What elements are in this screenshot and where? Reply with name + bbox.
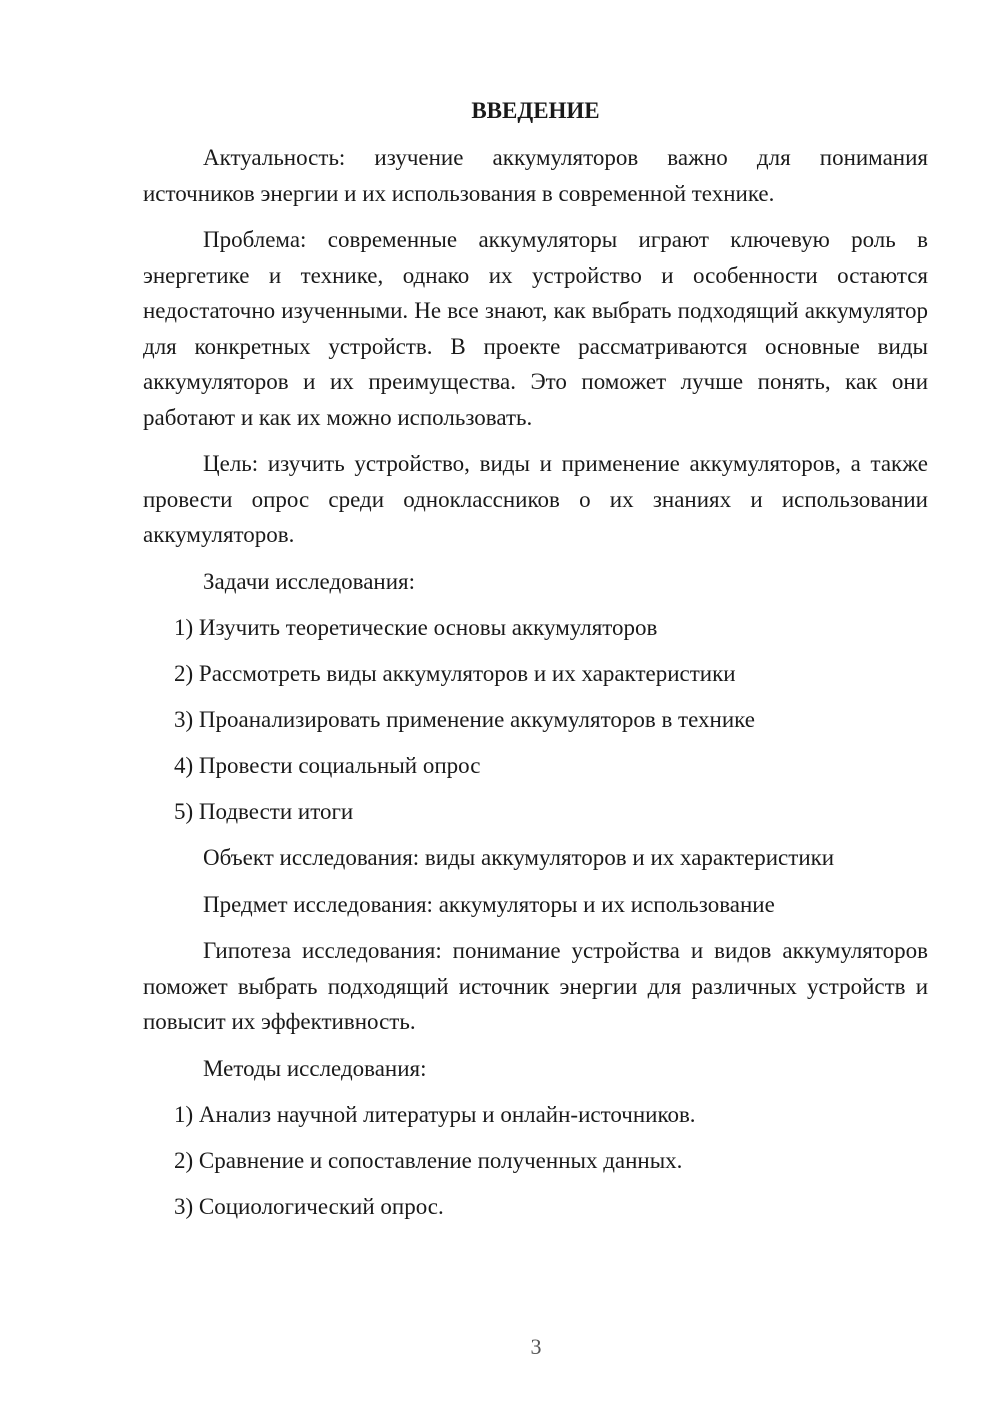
relevance-paragraph: Актуальность: изучение аккумуляторов важно для понимания источников энергии и их использования в современной технике. — [143, 145, 928, 206]
page-number: 3 — [530, 1334, 542, 1359]
problem-paragraph: Проблема: современные аккумуляторы играют ключевую роль в энергетике и технике, однако их устройство и особенности остаются недостаточно изученными. Не все знают, как выбрать подходящий аккумулятор для конкретных устройств. В проекте рассматриваются основные виды аккумуляторов и их преимущества. Это поможет лучше понять, как они работают и как их можно использовать. — [143, 227, 928, 430]
methods-list — [143, 1097, 928, 1225]
method-item: 2) Сравнение и сопоставление полученных данных. — [174, 1148, 683, 1173]
goal-paragraph: Цель: изучить устройство, виды и применение аккумуляторов, а также провести опрос среди одноклассников о их знаниях и использовании аккумуляторов. — [143, 451, 928, 547]
section-title: ВВЕДЕНИЕ — [471, 98, 600, 123]
task-item: 3) Проанализировать применение аккумуляторов в технике — [174, 707, 755, 732]
hypothesis-paragraph: Гипотеза исследования: понимание устройства и видов аккумуляторов поможет выбрать подходящий источник энергии для различных устройств и повысит их эффективность. — [143, 938, 928, 1034]
method-item: 3) Социологический опрос. — [174, 1194, 444, 1219]
subject-line: Предмет исследования: аккумуляторы и их использование — [203, 891, 775, 917]
method-item: 1) Анализ научной литературы и онлайн-источников. — [174, 1102, 696, 1127]
tasks-list — [143, 610, 928, 830]
object-line: Объект исследования: виды аккумуляторов и их характеристики — [203, 845, 835, 870]
task-item: 2) Рассмотреть виды аккумуляторов и их характеристики — [174, 661, 736, 686]
task-item: 5) Подвести итоги — [174, 799, 354, 824]
tasks-heading: Задачи исследования: — [203, 568, 416, 594]
task-item: 4) Провести социальный опрос — [174, 753, 481, 778]
page-content — [143, 96, 928, 1235]
task-item: 1) Изучить теоретические основы аккумуляторов — [174, 615, 658, 640]
methods-heading: Методы исследования: — [203, 1055, 427, 1081]
